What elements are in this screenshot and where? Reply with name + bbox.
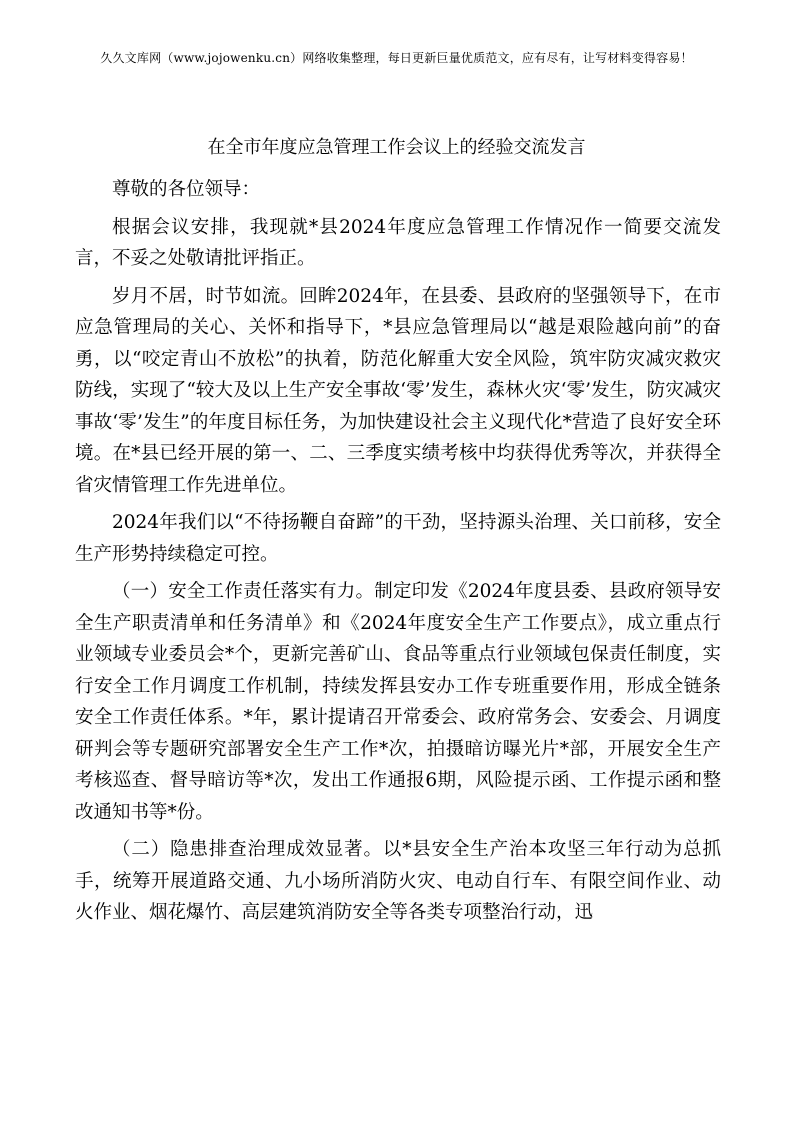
- document-title: 在全市年度应急管理工作会议上的经验交流发言: [207, 137, 586, 158]
- paragraph-summary: 2024年我们以“不待扬鞭自奋蹄”的干劲，坚持源头治理、关口前移，安全生产形势持续稳定可控。: [75, 512, 721, 565]
- paragraph-review: 岁月不居，时节如流。回眸2024年，在县委、县政府的坚强领导下，在市应急管理局的关心、关怀和指导下，*县应急管理局以“越是艰险越向前”的奋勇，以“咬定青山不放松”的执着，防范化解重大安全风险，筑牢防灾减灾救灾防线，实现了“较大及以上生产安全事故‘零’发生，森林火灾‘零’发生，防灾减灾事故‘零’发生”的年度目标任务，为加快建设社会主义现代化*营造了良好安全环境。在*县已经开展的第一、二、三季度实绩考核中均获得优秀等次，并获得全省灾情管理工作先进单位。: [75, 285, 721, 496]
- salutation: 尊敬的各位领导：: [112, 179, 261, 200]
- paragraph-intro: 根据会议安排，我现就*县2024年度应急管理工作情况作一简要交流发言，不妥之处敬请批评指正。: [75, 216, 721, 269]
- paragraph-hazard-inspection: （二）隐患排查治理成效显著。以*县安全生产治本攻坚三年行动为总抓手，统筹开展道路交通、九小场所消防火灾、电动自行车、有限空间作业、动火作业、烟花爆竹、高层建筑消防安全等各类专项整治行动，迅: [75, 839, 721, 923]
- paragraph-responsibility: （一）安全工作责任落实有力。制定印发《2024年度县委、县政府领导安全生产职责清单和任务清单》和《2024年度安全生产工作要点》，成立重点行业领域专业委员会*个，更新完善矿山、食品等重点行业领域包保责任制度，实行安全工作月调度工作机制，持续发挥县安办工作专班重要作用，形成全链条安全工作责任体系。*年，累计提请召开常委会、政府常务会、安委会、月调度研判会等专题研究部署安全生产工作*次，拍摄暗访曝光片*部，开展安全生产考核巡查、督导暗访等*次，发出工作通报6期，风险提示函、工作提示函和整改通知书等*份。: [75, 581, 721, 823]
- document-body: [75, 174, 721, 935]
- header-note: 久久文库网（www.jojowenku.cn）网络收集整理，每日更新巨量优质范文，应有尽有，让写材料变得容易！: [100, 51, 693, 65]
